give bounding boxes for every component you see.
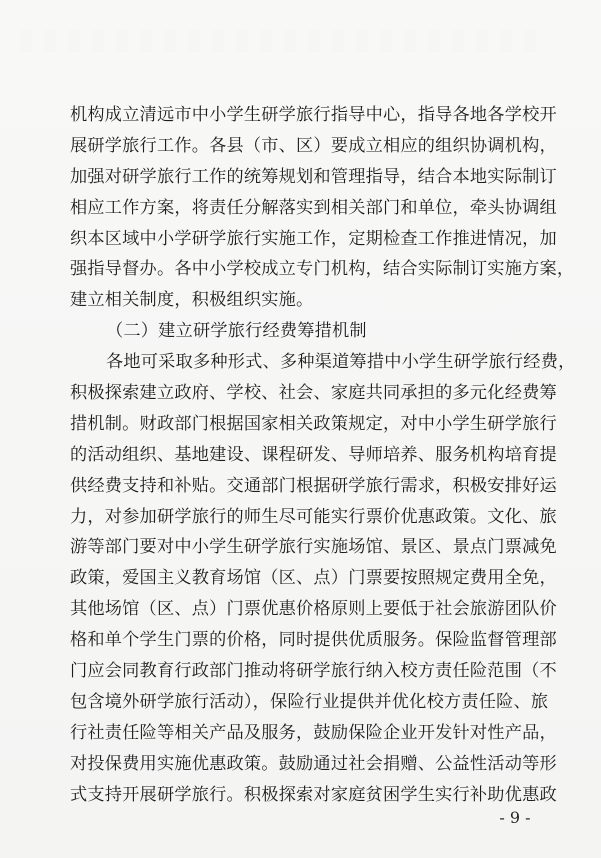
- text-line-13: 供经费支持和补贴。交通部门根据研学旅行需求，积极安排好运: [70, 475, 557, 496]
- text-line-11: 措机制。财政部门根据国家相关政策规定，对中小学生研学旅行: [70, 413, 557, 434]
- text-line-21: 行社责任险等相关产品及服务，鼓励保险企业开发针对性产品，: [70, 722, 557, 743]
- text-line-5: 织本区域中小学研学旅行实施工作，定期检查工作推进情况，加: [70, 228, 557, 249]
- text-line-2: 展研学旅行工作。各县（市、区）要成立相应的组织协调机构，: [70, 135, 557, 156]
- page-number: - 9 -: [499, 808, 531, 827]
- text-line-4: 相应工作方案，将责任分解落实到相关部门和单位，牵头协调组: [70, 197, 557, 218]
- text-line-17: 其他场馆（区、点）门票优惠价格原则上要低于社会旅游团队价: [70, 599, 557, 620]
- text-line-10: 积极探索建立政府、学校、社会、家庭共同承担的多元化经费筹: [70, 383, 557, 404]
- text-line-14: 力，对参加研学旅行的师生尽可能实行票价优惠政策。文化、旅: [70, 506, 557, 527]
- text-line-23: 式支持开展研学旅行。积极探索对家庭贫困学生实行补助优惠政: [70, 784, 557, 805]
- text-line-6: 强指导督办。各中小学校成立专门机构，结合实际制订实施方案，: [70, 259, 575, 280]
- text-line-12: 的活动组织、基地建设、课程研发、导师培养、服务机构培育提: [70, 444, 557, 465]
- text-line-9: 各地可采取多种形式、多种渠道筹措中小学生研学旅行经费，: [106, 352, 576, 373]
- text-line-18: 格和单个学生门票的价格，同时提供优质服务。保险监督管理部: [70, 630, 557, 651]
- text-line-22: 对投保费用实施优惠政策。鼓励通过社会捐赠、公益性活动等形: [70, 753, 557, 774]
- body-text: [70, 100, 576, 810]
- section-heading: （二）建立研学旅行经费筹措机制: [106, 321, 367, 342]
- text-line-7: 建立相关制度，积极组织实施。: [70, 290, 314, 311]
- text-line-20: 包含境外研学旅行活动），保险行业提供并优化校方责任险、旅: [70, 691, 549, 712]
- text-line-16: 政策，爱国主义教育场馆（区、点）门票要按照规定费用全免，: [70, 568, 557, 589]
- text-line-19: 门应会同教育行政部门推动将研学旅行纳入校方责任险范围（不: [70, 661, 557, 682]
- text-line-15: 游等部门要对中小学生研学旅行实施场馆、景区、景点门票减免: [70, 537, 557, 558]
- paper-texture: [20, 30, 540, 52]
- text-line-1: 机构成立清远市中小学生研学旅行指导中心，指导各地各学校开: [70, 105, 557, 125]
- text-line-3: 加强对研学旅行工作的统筹规划和管理指导，结合本地实际制订: [70, 166, 557, 187]
